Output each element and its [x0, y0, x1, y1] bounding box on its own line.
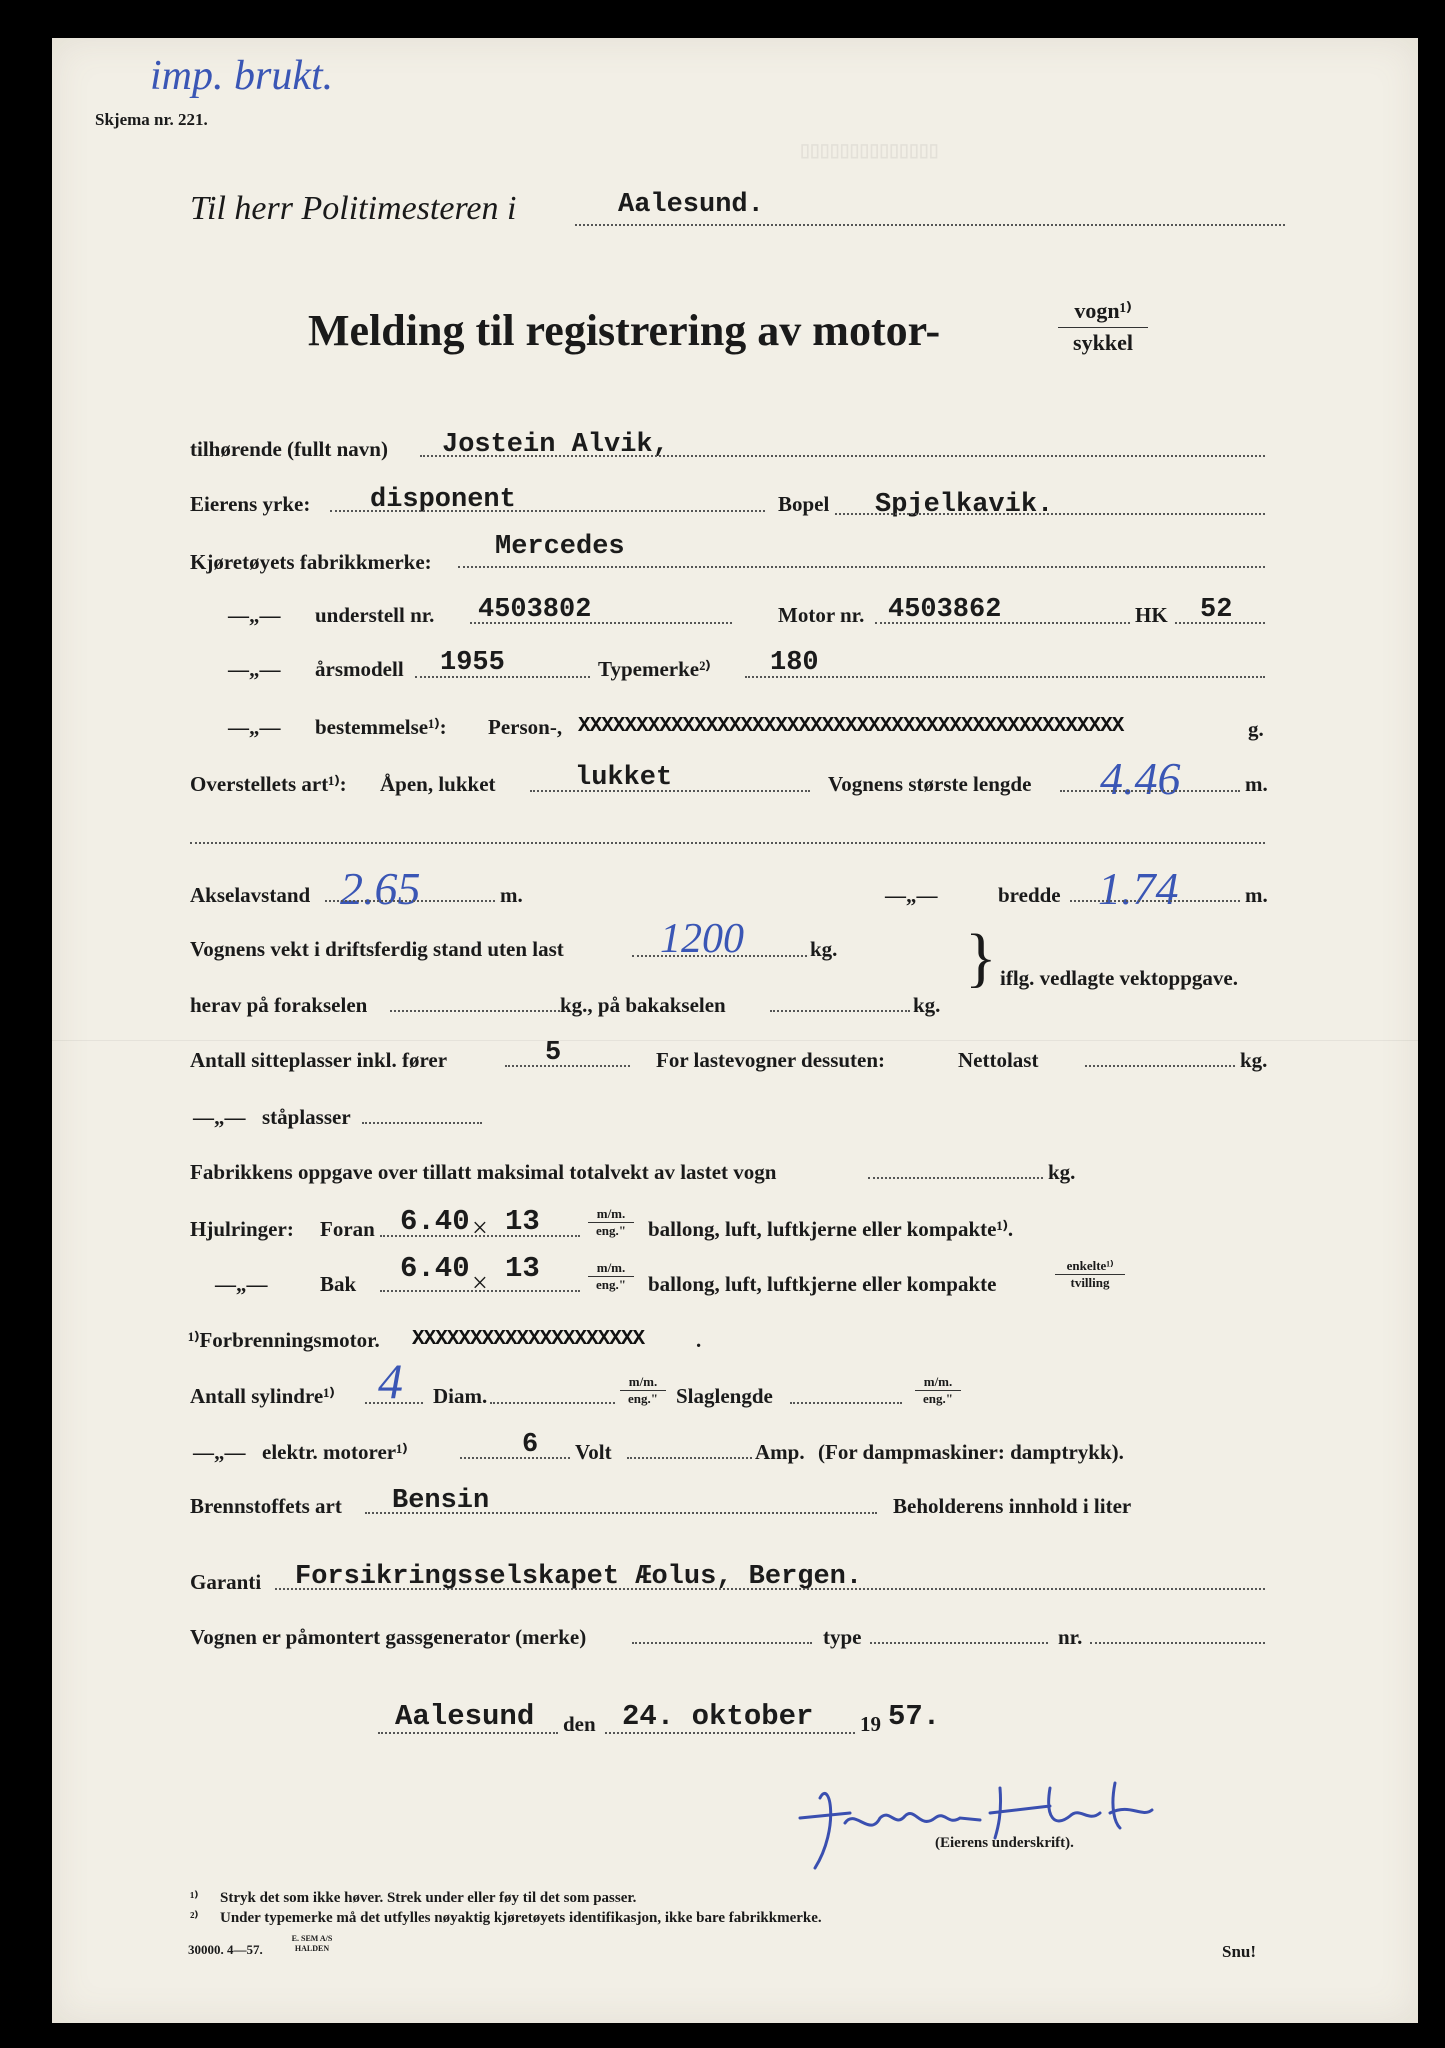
addressee-value: Aalesund. [618, 190, 764, 220]
seats-line [505, 1065, 630, 1067]
electric-ditto: —„— [193, 1440, 246, 1464]
printer-name: E. SEM A/S HALDEN [291, 1934, 333, 1953]
diam-label: Diam. [433, 1384, 488, 1408]
blank-line [190, 842, 1265, 844]
turn-over: Snu! [1222, 1942, 1257, 1961]
width-line [1070, 900, 1240, 902]
body-options: Åpen, lukket [380, 772, 496, 796]
fold-line [52, 1040, 1418, 1041]
rear-axle-line [770, 1010, 910, 1012]
diam-line [490, 1402, 615, 1404]
wheelbase-unit: m. [500, 883, 523, 907]
chassis-value: 4503802 [478, 595, 592, 625]
printer-code: 30000. 4—57. [188, 1942, 263, 1957]
weight-line [632, 955, 807, 957]
type-value: 180 [770, 648, 819, 678]
axle-label: herav på forakselen [190, 993, 368, 1017]
front-axle-line [390, 1010, 560, 1012]
weight-label: Vognens vekt i driftsferdig stand uten last [190, 937, 564, 961]
hp-value: 52 [1200, 595, 1233, 625]
standing-line [362, 1122, 482, 1124]
wheelbase-value: 2.65 [340, 863, 421, 914]
length-value: 4.46 [1100, 753, 1181, 804]
make-value: Mercedes [495, 532, 625, 562]
purpose-value: Person-, [488, 715, 563, 739]
wheelbase-label: Akselavstand [190, 883, 311, 907]
front-wheel-line [380, 1235, 580, 1237]
weight-unit: kg. [810, 937, 838, 961]
rear-wheel-unit: m/m. eng." [588, 1260, 634, 1292]
axle-unit1: kg., på bakakselen [560, 993, 726, 1017]
rear-wheels-ditto: —„— [215, 1272, 268, 1296]
electric-note: (For dampmaskiner: damptrykk). [818, 1440, 1124, 1464]
net-line [1085, 1065, 1235, 1067]
body-label: Overstellets art¹⁾: [190, 772, 347, 796]
footnote-1-mark: ¹⁾ [190, 1890, 199, 1906]
axle-unit2: kg. [913, 993, 941, 1017]
front-wheel-desc: ballong, luft, luftkjerne eller kompakte¹⁾. [648, 1217, 1014, 1241]
date-day-month: 24. oktober [622, 1700, 814, 1733]
max-weight-line [868, 1177, 1043, 1179]
wheelbase-line [325, 900, 495, 902]
length-line [1060, 790, 1240, 792]
front-wheel-unit: m/m. eng." [588, 1206, 634, 1238]
purpose-label: bestemmelse¹⁾: [315, 715, 447, 739]
length-unit: m. [1245, 772, 1268, 796]
volt-label: Volt [575, 1440, 612, 1464]
front-wheel-times: × [472, 1213, 488, 1244]
owner-line [420, 455, 1265, 457]
length-label: Vognens største lengde [828, 772, 1032, 796]
front-wheels-sub: Foran [320, 1217, 375, 1241]
guarantee-value: Forsikringsselskapet Æolus, Bergen. [295, 1562, 863, 1592]
gas-nr-label: nr. [1058, 1625, 1083, 1649]
rear-wheel-line [380, 1290, 580, 1292]
rear-wheel-fraction: enkelte¹⁾ tvilling [1055, 1258, 1125, 1290]
residence-line [835, 513, 1265, 515]
title-fraction: vogn¹⁾ sykkel [1058, 296, 1148, 358]
residence-value: Spjelkavik. [875, 490, 1054, 520]
width-unit: m. [1245, 883, 1268, 907]
weight-note: iflg. vedlagte vektoppgave. [1000, 966, 1238, 990]
motor-value: 4503862 [888, 595, 1002, 625]
form-title: Melding til registrering av motor- [308, 306, 941, 355]
rear-wheel-rim: 13 [505, 1252, 540, 1285]
rear-wheel-desc: ballong, luft, luftkjerne eller kompakte [648, 1272, 997, 1296]
year-ditto: —„— [228, 657, 281, 681]
truck-label: For lastevogner dessuten: [656, 1048, 886, 1072]
engine-label: ¹⁾Forbrenningsmotor. [188, 1328, 380, 1352]
width-value: 1.74 [1098, 863, 1179, 914]
purpose-ditto: —„— [228, 715, 281, 739]
owner-signature [770, 1768, 1180, 1878]
date-year-suffix: 57. [888, 1700, 941, 1733]
chassis-ditto: —„— [228, 603, 281, 627]
fuel-value: Bensin [392, 1486, 490, 1516]
fuel-line [365, 1512, 877, 1514]
footnote-1: Stryk det som ikke høver. Strek under eller føy til det som passer. [220, 1890, 637, 1906]
brace: } [965, 921, 997, 994]
electric-line [460, 1457, 570, 1459]
cylinders-value: 4 [378, 1353, 403, 1409]
hp-label: HK [1135, 603, 1168, 627]
seats-value: 5 [545, 1038, 562, 1068]
rear-wheel-size: 6.40 [400, 1252, 470, 1285]
footnote-2: Under typemerke må det utfylles nøyaktig kjøretøyets identifikasjon, ikke bare fabrikkmerke. [220, 1910, 822, 1926]
weight-value: 1200 [660, 916, 744, 962]
date-year-prefix: 19 [860, 1712, 881, 1736]
make-label: Kjøretøyets fabrikkmerke: [190, 550, 432, 574]
type-label: Typemerke²⁾ [598, 657, 711, 681]
gas-type-line [870, 1642, 1048, 1644]
purpose-struck: XXXXXXXXXXXXXXXXXXXXXXXXXXXXXXXXXXXXXXXXXXXXXXX [578, 715, 1124, 738]
guarantee-line [275, 1588, 1265, 1590]
volt-line [627, 1457, 752, 1459]
cylinders-label: Antall sylindre¹⁾ [190, 1384, 335, 1408]
year-line [415, 676, 590, 678]
footnote-2-mark: ²⁾ [190, 1910, 199, 1926]
date-place: Aalesund [395, 1700, 535, 1733]
make-line [458, 566, 1265, 568]
guarantee-label: Garanti [190, 1570, 262, 1594]
date-place-line [378, 1732, 558, 1734]
gas-type-label: type [823, 1625, 862, 1649]
max-weight-label: Fabrikkens oppgave over tillatt maksimal totalvekt av lastet vogn [190, 1160, 777, 1184]
addressee-label: Til herr Politimesteren i [190, 190, 517, 227]
residence-label: Bopel [778, 492, 830, 516]
addressee-line [575, 224, 1285, 226]
width-label: bredde [998, 883, 1061, 907]
tank-label: Beholderens innhold i liter [893, 1494, 1132, 1518]
net-unit: kg. [1240, 1048, 1268, 1072]
front-wheel-rim: 13 [505, 1205, 540, 1238]
year-value: 1955 [440, 648, 505, 678]
handwritten-note: imp. brukt. [150, 53, 334, 99]
motor-line [875, 622, 1130, 624]
stroke-line [790, 1402, 902, 1404]
wheels-label: Hjulringer: [190, 1217, 294, 1241]
motor-label: Motor nr. [778, 603, 865, 627]
stroke-label: Slaglengde [676, 1384, 773, 1408]
standing-label: ståplasser [262, 1105, 351, 1129]
cylinders-line [365, 1402, 423, 1404]
front-wheel-size: 6.40 [400, 1205, 470, 1238]
gas-make-line [632, 1642, 812, 1644]
rear-wheels-sub: Bak [320, 1272, 357, 1296]
chassis-line [470, 622, 732, 624]
purpose-end: g. [1248, 717, 1264, 741]
stroke-unit: m/m. eng." [915, 1374, 961, 1406]
occupation-label: Eierens yrke: [190, 492, 311, 516]
hp-line [1175, 622, 1265, 624]
rear-wheel-times: × [472, 1268, 488, 1299]
form-number: Skjema nr. 221. [95, 110, 208, 129]
date-den: den [563, 1712, 596, 1736]
occupation-value: disponent [370, 485, 516, 515]
type-line [745, 676, 1265, 678]
max-weight-unit: kg. [1048, 1160, 1076, 1184]
signature-label: (Eierens underskrift). [935, 1835, 1074, 1851]
occupation-line [330, 510, 765, 512]
body-value: lukket [575, 763, 673, 793]
standing-ditto: —„— [193, 1105, 246, 1129]
seats-label: Antall sitteplasser inkl. fører [190, 1048, 448, 1072]
electric-label: elektr. motorer¹⁾ [262, 1440, 408, 1464]
gas-nr-line [1090, 1642, 1265, 1644]
bleed-through: ▯▯▯▯▯▯▯▯▯▯▯▯▯▯ [800, 140, 939, 160]
owner-value: Jostein Alvik, [442, 430, 669, 460]
amp-label: Amp. [755, 1440, 805, 1464]
fuel-label: Brennstoffets art [190, 1494, 342, 1518]
date-line [605, 1732, 855, 1734]
diam-unit: m/m. eng." [620, 1374, 666, 1406]
owner-label: tilhørende (fullt navn) [190, 437, 388, 461]
year-label: årsmodell [315, 657, 404, 681]
gas-label: Vognen er påmontert gassgenerator (merke) [190, 1625, 587, 1649]
electric-value: 6 [522, 1430, 539, 1460]
engine-struck: XXXXXXXXXXXXXXXXXXXX [412, 1328, 645, 1351]
engine-end: . [696, 1328, 702, 1352]
chassis-label: understell nr. [315, 603, 435, 627]
body-line [530, 790, 810, 792]
net-label: Nettolast [958, 1048, 1039, 1072]
width-ditto: —„— [885, 883, 938, 907]
